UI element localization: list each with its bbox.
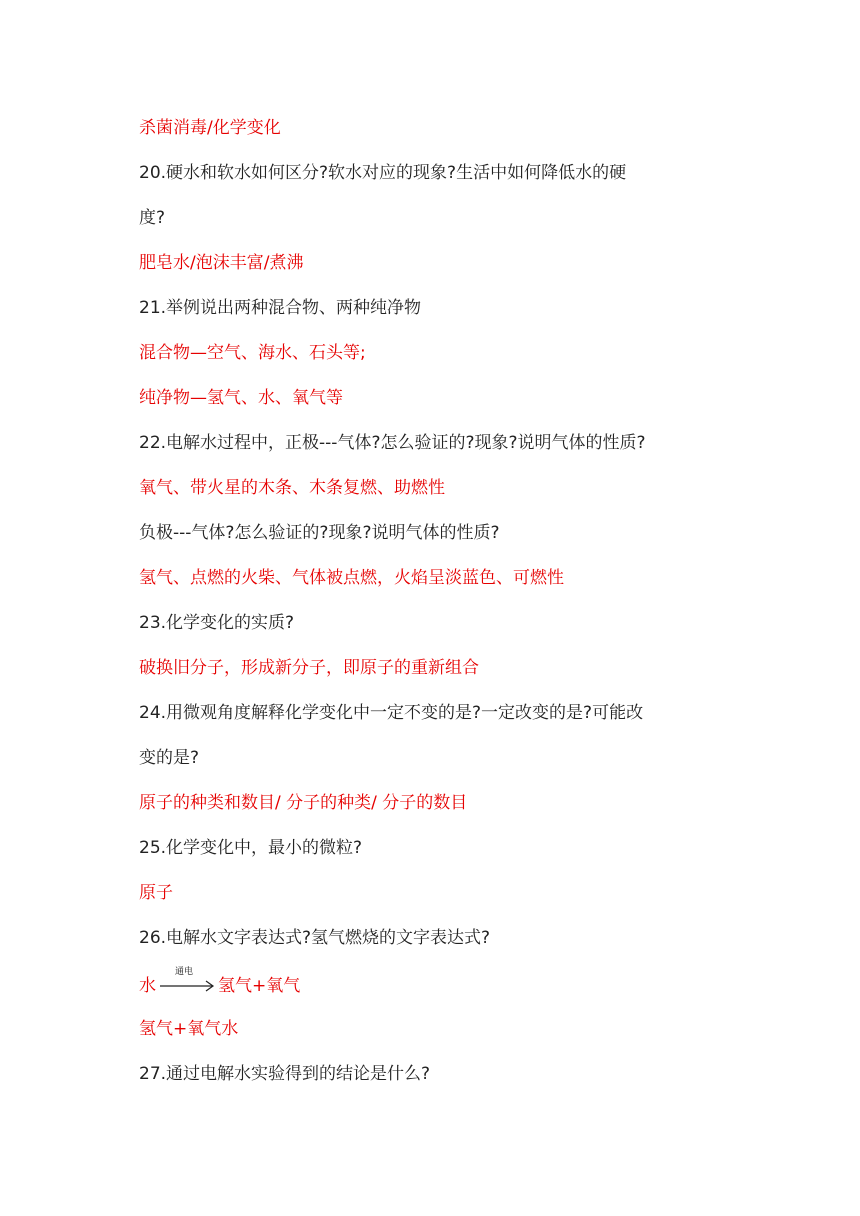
question-line: 26.电解水文字表达式?氢气燃烧的文字表达式? bbox=[139, 928, 491, 948]
answer-line: 氢气、点燃的火柴、气体被点燃，火焰呈淡蓝色、可燃性 bbox=[139, 568, 564, 588]
question-line: 20.硬水和软水如何区分?软水对应的现象?生活中如何降低水的硬 bbox=[139, 163, 627, 183]
reaction-arrow bbox=[158, 967, 216, 998]
question-line: 24.用微观角度解释化学变化中一定不变的是?一定改变的是?可能改 bbox=[139, 703, 644, 723]
question-line: 23.化学变化的实质? bbox=[139, 613, 295, 633]
question-line: 变的是? bbox=[139, 748, 200, 768]
question-line: 21.举例说出两种混合物、两种纯净物 bbox=[139, 298, 422, 318]
question-line: 度? bbox=[139, 208, 166, 228]
answer-line: 纯净物—氢气、水、氧气等 bbox=[139, 388, 343, 408]
question-line: 27.通过电解水实验得到的结论是什么? bbox=[139, 1064, 431, 1084]
equation-products: 氢气+氧气 bbox=[218, 976, 301, 996]
question-line: 负极---气体?怎么验证的?现象?说明气体的性质? bbox=[139, 523, 500, 543]
arrow-icon bbox=[158, 974, 216, 998]
answer-line: 原子 bbox=[139, 883, 173, 903]
equation-line bbox=[139, 967, 301, 998]
answer-line: 破换旧分子，形成新分子，即原子的重新组合 bbox=[139, 658, 479, 678]
answer-line: 原子的种类和数目/ 分子的种类/ 分子的数目 bbox=[139, 793, 468, 813]
answer-line: 杀菌消毒/化学变化 bbox=[139, 118, 281, 138]
answer-line: 氧气、带火星的木条、木条复燃、助燃性 bbox=[139, 478, 445, 498]
answer-line: 肥皂水/泡沫丰富/煮沸 bbox=[139, 253, 304, 273]
equation-reactant: 水 bbox=[139, 976, 156, 996]
answer-line: 混合物—空气、海水、石头等; bbox=[139, 343, 366, 363]
question-line: 22.电解水过程中，正极---气体?怎么验证的?现象?说明气体的性质? bbox=[139, 433, 646, 453]
answer-line: 氢气+氧气水 bbox=[139, 1019, 239, 1039]
reaction-condition: 通电 bbox=[175, 967, 194, 977]
question-line: 25.化学变化中，最小的微粒? bbox=[139, 838, 363, 858]
